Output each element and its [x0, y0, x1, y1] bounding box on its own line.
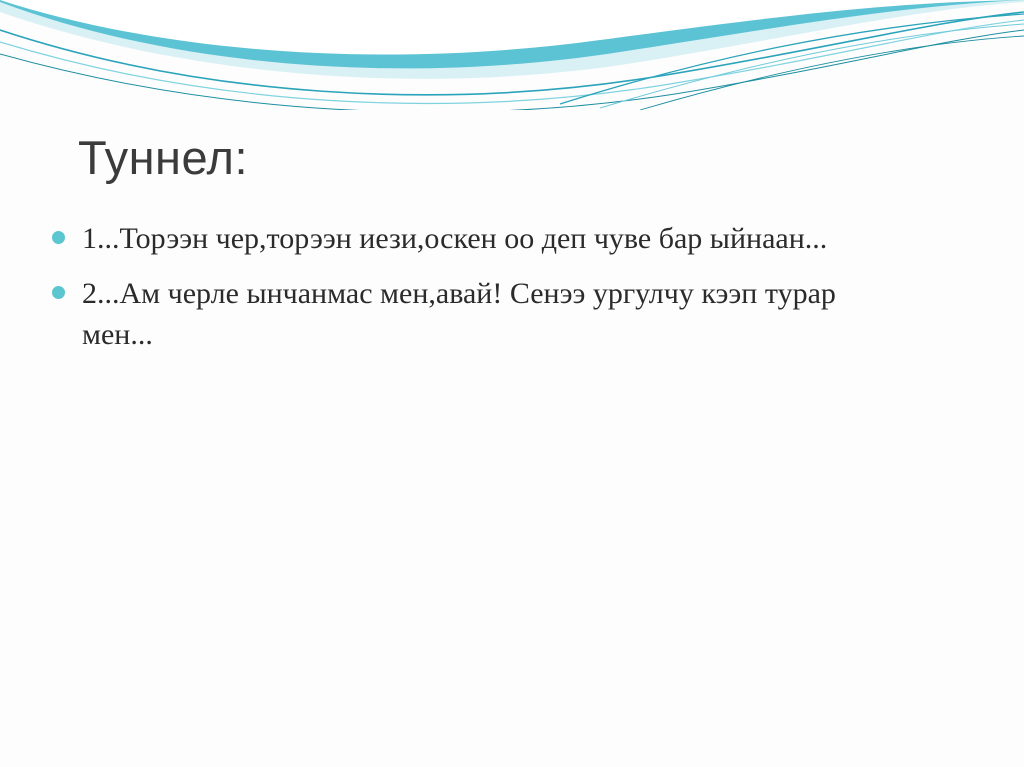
- list-item-text: 2...Ам черле ынчанмас мен,авай! Сенээ ургулчу кээп турар мен...: [82, 277, 836, 352]
- list-item: [52, 218, 952, 259]
- decorative-wave-banner: [0, 0, 1024, 110]
- list-item: [52, 273, 952, 355]
- bullet-list: [52, 218, 952, 369]
- list-item-text: 1...Торээн чер,торээн иези,оскен оо деп чуве бар ыйнаан...: [82, 222, 828, 255]
- page-title: Туннел:: [78, 131, 249, 184]
- bullet-dot-icon: [52, 231, 65, 244]
- bullet-dot-icon: [52, 286, 65, 299]
